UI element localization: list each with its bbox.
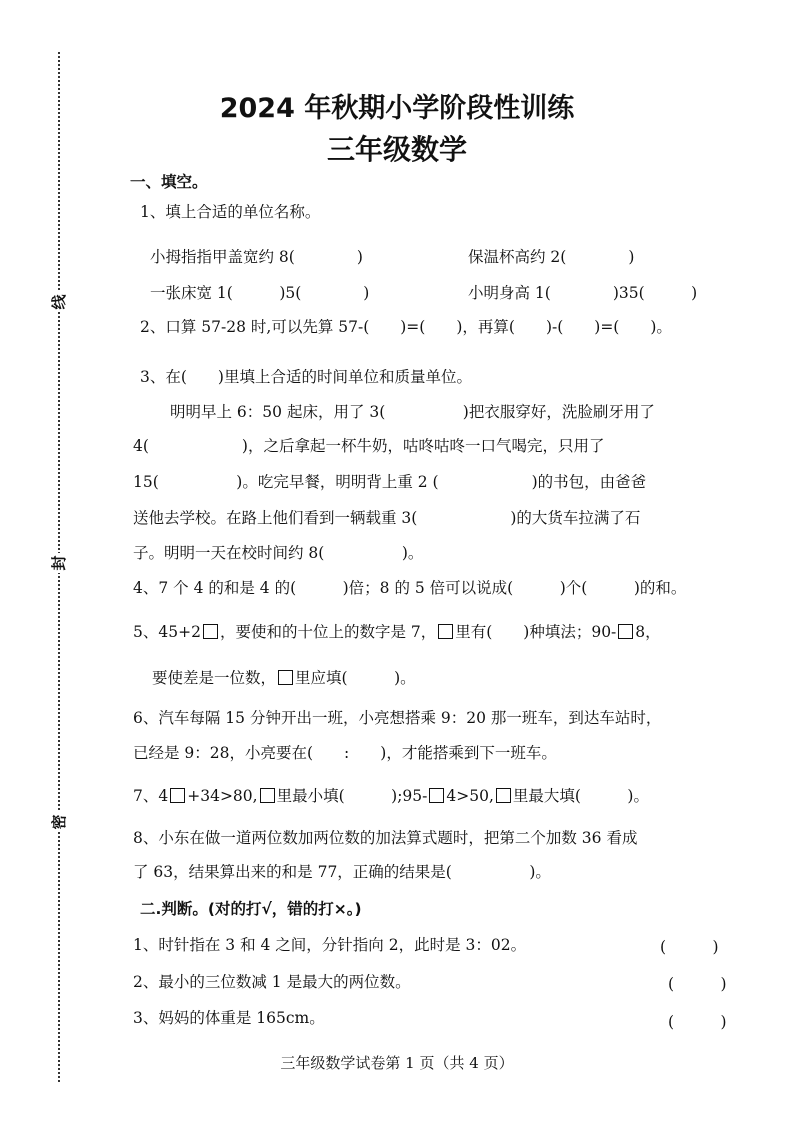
q3-stem: 3、在( )里填上合适的时间单位和质量单位。 [140, 368, 472, 386]
answer-box [618, 624, 633, 639]
q1-item-d: 小明身高 1( )35( ) [468, 284, 698, 302]
binding-char-line: 线 [49, 292, 69, 312]
q8-line-2: 了 63，结果算出来的和是 77，正确的结果是( )。 [133, 863, 551, 881]
page-title: 2024 年秋期小学阶段性训练 [219, 93, 575, 124]
judge-item-2-text: 2、最小的三位数减 1 是最大的两位数。 [133, 973, 411, 991]
q1-stem: 1、填上合适的单位名称。 [140, 203, 321, 221]
q6-line-1: 6、汽车每隔 15 分钟开出一班，小亮想搭乘 9：20 那一班车，到达车站时， [133, 709, 662, 727]
q3-line-3: 15( )。吃完早餐，明明背上重 2 ( )的书包，由爸爸 [133, 473, 647, 491]
q8-line-1: 8、小东在做一道两位数加两位数的加法算式题时，把第二个加数 36 看成 [133, 829, 638, 847]
q3-line-1: 明明早上 6：50 起床，用了 3( )把衣服穿好，洗脸刷牙用了 [170, 403, 655, 421]
answer-box [429, 788, 444, 803]
judge-item-1-answer: ( ) [660, 938, 719, 956]
q5-line-2: 要使差是一位数， 里应填( )。 [152, 669, 416, 687]
q7: 7、4 +34>80, 里最小填( );95- 4>50, 里最大填( )。 [133, 787, 649, 805]
judge-item-3-answer: ( ) [668, 1013, 727, 1031]
answer-box [496, 788, 511, 803]
section-judge-title: 二.判断。(对的打√，错的打×。) [140, 900, 362, 918]
answer-box [438, 624, 453, 639]
q3-line-5: 子。明明一天在校时间约 8( )。 [133, 544, 424, 562]
binding-char-secret: 密 [49, 812, 69, 832]
judge-item-2-answer: ( ) [668, 975, 727, 993]
answer-box [203, 624, 218, 639]
page-subtitle: 三年级数学 [326, 133, 467, 166]
q1-item-a: 小拇指指甲盖宽约 8( ) [150, 248, 363, 266]
answer-box [170, 788, 185, 803]
q6-line-2: 已经是 9：28，小亮要在( : )，才能搭乘到下一班车。 [133, 744, 557, 762]
q4: 4、7 个 4 的和是 4 的( )倍；8 的 5 倍可以说成( )个( )的和。 [133, 579, 687, 597]
answer-box [260, 788, 275, 803]
q1-item-c: 一张床宽 1( )5( ) [150, 284, 370, 302]
q2: 2、口算 57-28 时,可以先算 57-( )=( )，再算( )-( )=( )。 [140, 318, 672, 336]
section-fill-blank-title: 一、填空。 [130, 173, 208, 191]
q3-line-4: 送他去学校。在路上他们看到一辆载重 3( )的大货车拉满了石 [133, 509, 641, 527]
q1-item-b: 保温杯高约 2( ) [468, 248, 635, 266]
answer-box [278, 670, 293, 685]
judge-item-3-text: 3、妈妈的体重是 165cm。 [133, 1009, 325, 1027]
q3-line-2: 4( )，之后拿起一杯牛奶，咕咚咕咚一口气喝完，只用了 [133, 437, 605, 455]
page-footer: 三年级数学试卷第 1 页（共 4 页） [280, 1054, 514, 1072]
q5-line-1: 5、45+2 ，要使和的十位上的数字是 7， 里有( )种填法；90- 8， [133, 623, 661, 641]
judge-item-1-text: 1、时针指在 3 和 4 之间，分针指向 2，此时是 3：02。 [133, 936, 527, 954]
binding-char-seal: 封 [49, 553, 69, 573]
